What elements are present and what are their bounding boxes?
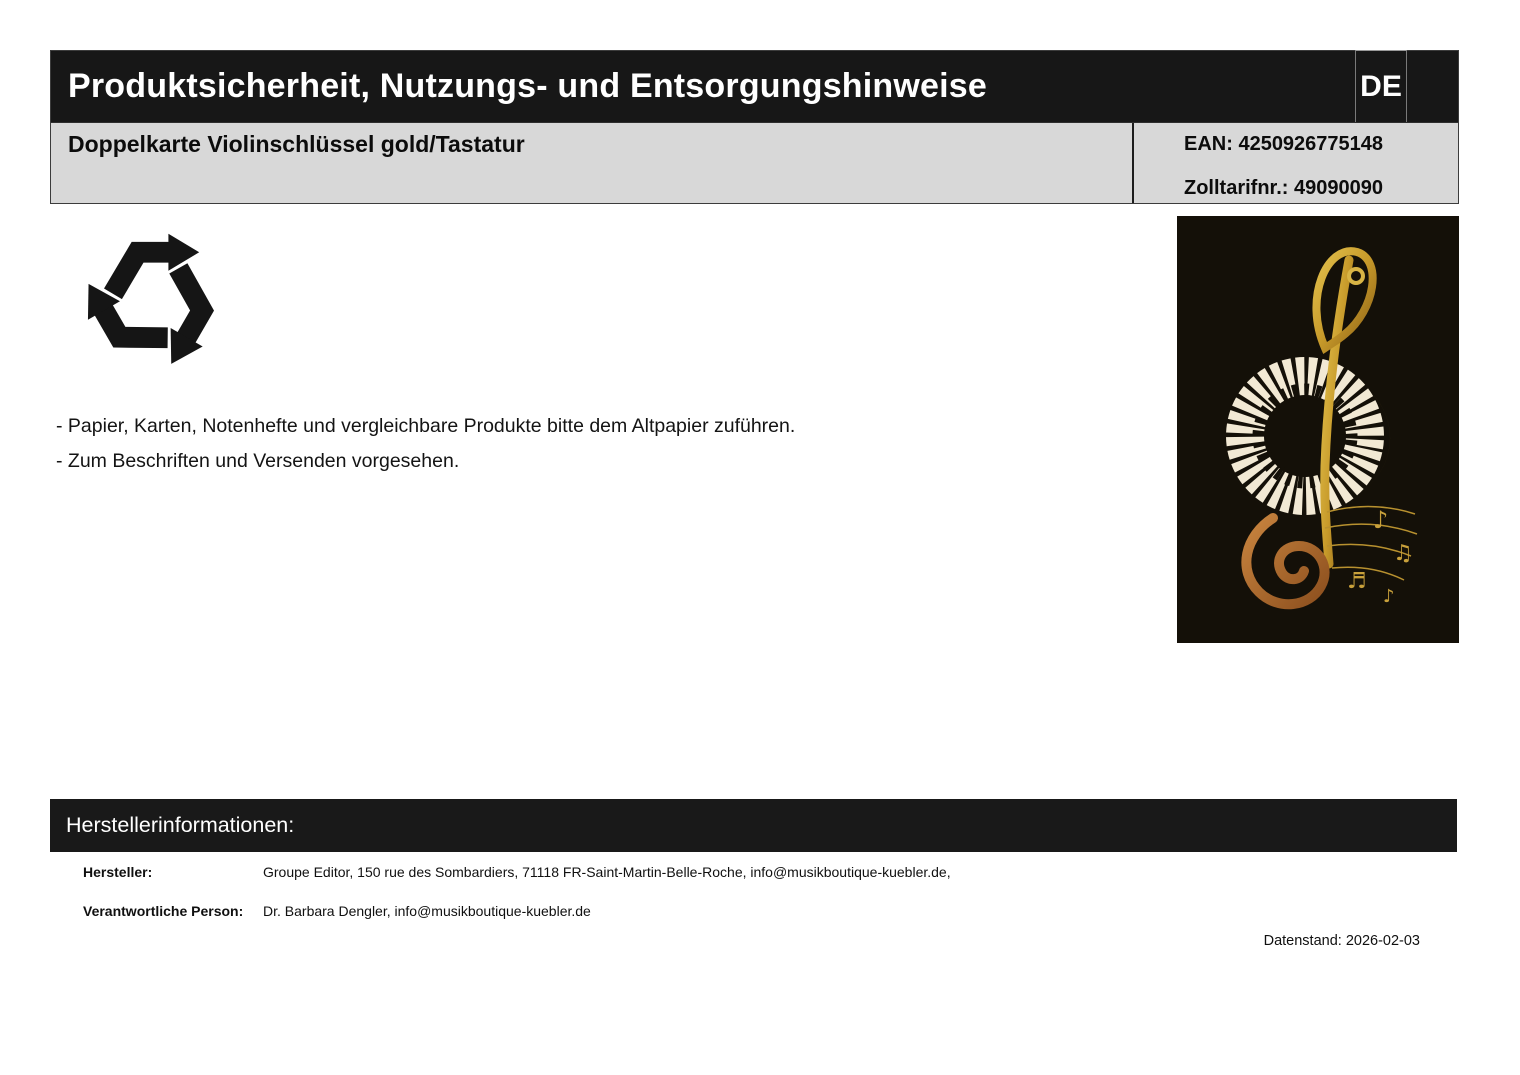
subheader-divider (1132, 123, 1134, 203)
subheader-bar (51, 122, 1458, 203)
manufacturer-section-title: Herstellerinformationen: (66, 813, 295, 837)
manufacturer-value: Groupe Editor, 150 rue des Sombardiers, 71118 FR-Saint-Martin-Belle-Roche, info@musikboutique-kuebler.de, (263, 864, 951, 880)
data-status-date: Datenstand: 2026-02-03 (1263, 933, 1420, 949)
language-badge: DE (1355, 50, 1407, 122)
svg-text:♫: ♫ (1393, 541, 1413, 566)
page-title: Produktsicherheit, Nutzungs- und Entsorgungshinweise (68, 67, 988, 105)
svg-text:♪: ♪ (1373, 506, 1389, 534)
header-bar (51, 51, 1458, 122)
svg-text:♬: ♬ (1347, 569, 1367, 594)
ean-value: EAN: 4250926775148 (1184, 133, 1384, 155)
svg-text:♪: ♪ (1383, 586, 1395, 607)
note-line: - Papier, Karten, Notenhefte und vergleichbare Produkte bitte dem Altpapier zuführen. (56, 415, 796, 437)
manufacturer-label: Hersteller: (83, 864, 153, 880)
product-image (1177, 216, 1459, 643)
product-name: Doppelkarte Violinschlüssel gold/Tastatur (68, 131, 525, 157)
note-line: - Zum Beschriften und Versenden vorgesehen. (56, 450, 460, 472)
recycling-icon (76, 222, 230, 378)
disposal-notes (56, 414, 795, 473)
responsible-person-label: Verantwortliche Person: (83, 903, 244, 919)
header-block (50, 50, 1459, 204)
manufacturer-section-bar (50, 799, 1457, 852)
responsible-person-value: Dr. Barbara Dengler, info@musikboutique-kuebler.de (263, 903, 591, 919)
customs-tariff-value: Zolltarifnr.: 49090090 (1184, 177, 1383, 199)
